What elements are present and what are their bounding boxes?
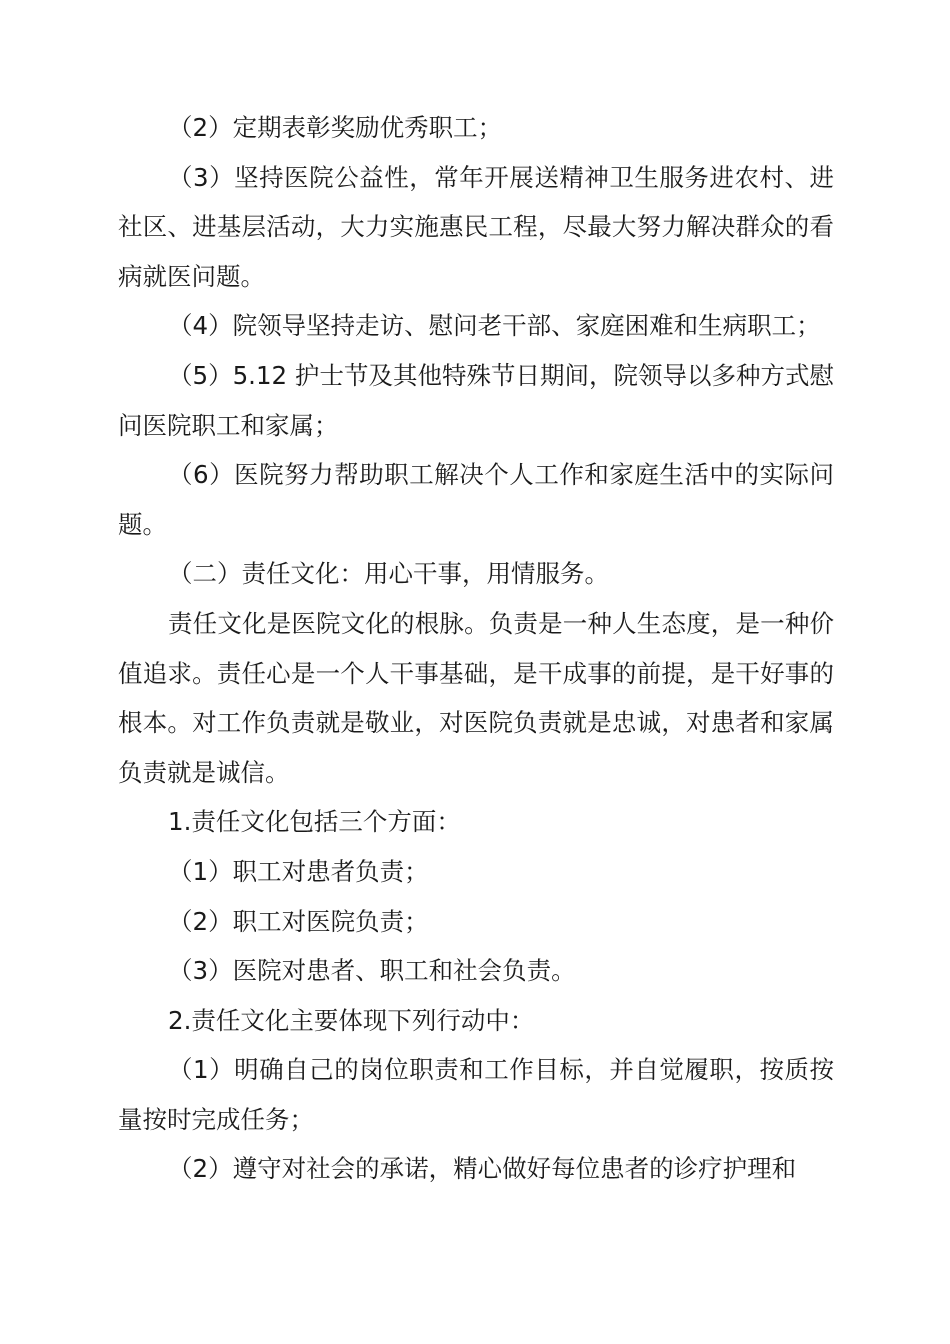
paragraph-public-welfare: （3）坚持医院公益性，常年开展送精神卫生服务进农村、进社区、进基层活动，大力实施惠民工程，尽最大努力解决群众的看病就医问题。 xyxy=(118,162,834,291)
list-item-job-duties: （1）明确自己的岗位职责和工作目标，并自觉履职，按质按量按时完成任务； xyxy=(118,1055,834,1134)
list-item-hospital-to-society: （3）医院对患者、职工和社会负责。 xyxy=(168,956,576,986)
paragraph-help-staff: （6）医院努力帮助职工解决个人工作和家庭生活中的实际问题。 xyxy=(118,460,834,539)
paragraph-responsibility-intro: 责任文化是医院文化的根脉。负责是一种人生态度，是一种价值追求。责任心是一个人干事基础，是干成事的前提，是干好事的根本。对工作负责就是敬业，对医院负责就是忠诚，对患者和家属负责就是诚信。 xyxy=(118,608,834,787)
paragraph-commend-staff: （2）定期表彰奖励优秀职工； xyxy=(168,113,503,142)
list-item-staff-to-hospital: （2）职工对医院负责； xyxy=(168,906,429,936)
paragraph-visit-staff: （4）院领导坚持走访、慰问老干部、家庭困难和生病职工； xyxy=(168,311,821,341)
document-body xyxy=(118,103,834,1194)
subheading-three-aspects: 1.责任文化包括三个方面： xyxy=(168,807,461,837)
list-item-social-commitment: （2）遵守对社会的承诺，精心做好每位患者的诊疗护理和 xyxy=(168,1154,797,1184)
list-item-staff-to-patients: （1）职工对患者负责； xyxy=(168,856,429,886)
subheading-actions: 2.责任文化主要体现下列行动中： xyxy=(168,1005,535,1035)
paragraph-nurses-day: （5）5.12 护士节及其他特殊节日期间，院领导以多种方式慰问医院职工和家属； xyxy=(118,360,834,440)
section-heading-responsibility-culture: （二）责任文化：用心干事，用情服务。 xyxy=(168,559,609,589)
